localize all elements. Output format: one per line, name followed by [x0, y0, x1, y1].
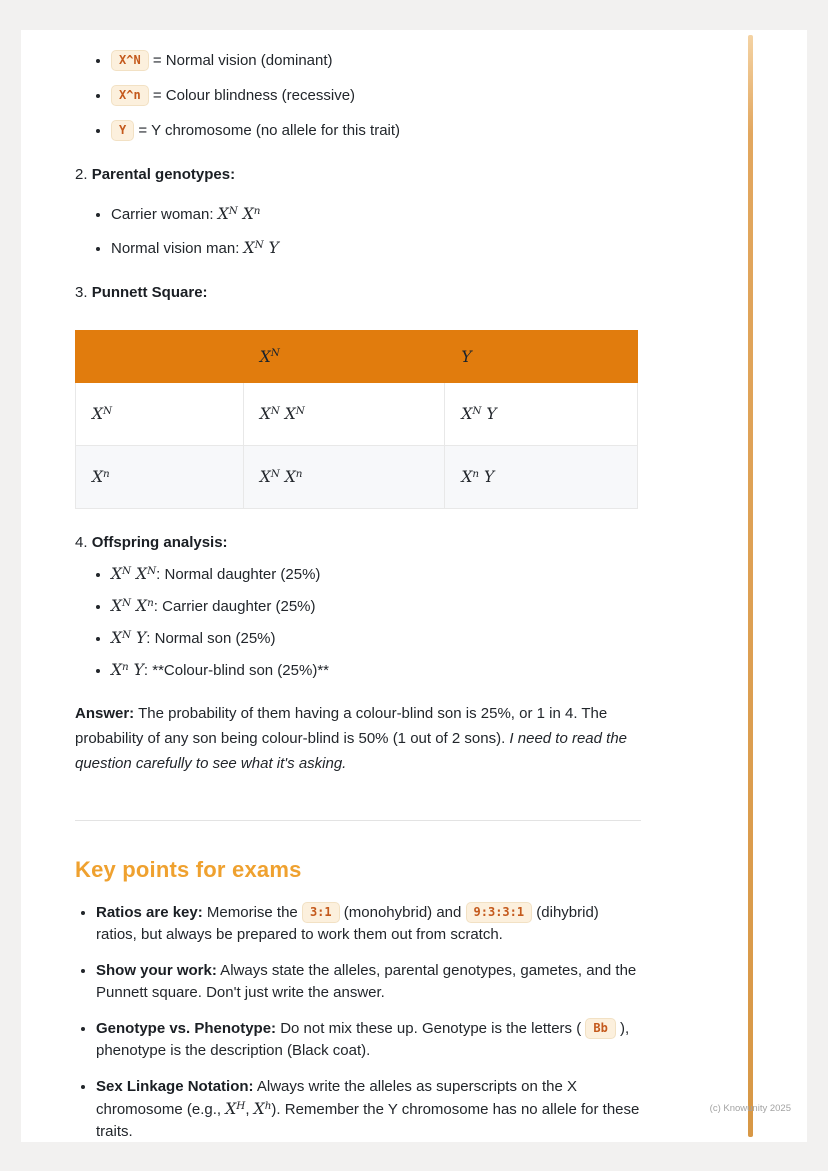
math-expression: $X^N$ Y: [111, 628, 147, 647]
section-number: 2.: [75, 166, 88, 183]
list-item: • $X^N$ Y: Normal son (25%): [111, 627, 641, 650]
answer-paragraph: Answer: The probability of them having a colour-blind son is 25%, or 1 in 4. The probability of any son being colour-blind is 50% (1 out of 2 sons). I need to read the question carefully to see what it's asking.: [75, 705, 628, 772]
list-item: • $X^N$ $X^N$: Normal daughter (25%): [111, 563, 641, 586]
math-expression: $X^N$ $X^n$: [217, 204, 261, 223]
section-title: Offspring analysis:: [91, 534, 228, 551]
inline-code-chip: 9:3:3:1: [466, 902, 533, 923]
inline-code-chip: 3:1: [302, 902, 340, 923]
inline-code-chip: Y: [111, 120, 134, 141]
section-title: Punnett Square:: [91, 284, 208, 301]
table-cell: $X^N$ $X^N$: [243, 383, 445, 446]
math-expression: $X^N$ $X^N$: [111, 564, 157, 583]
list-item-text: = Normal vision (dominant): [152, 52, 333, 69]
section-heading-punnett-square: [75, 282, 641, 304]
list-item: • Show your work: Always state the alleles, parental genotypes, gametes, and the Punnett square. Don't just write the answer.: [96, 960, 641, 1004]
key-points-heading: Key points for exams: [75, 857, 302, 882]
parental-genotypes-list: [75, 203, 641, 260]
bold-text: Show your work:: [96, 962, 217, 979]
inline-code-chip: X^N: [111, 50, 149, 71]
list-item-text: = Y chromosome (no allele for this trait): [138, 122, 401, 139]
table-cell: $X^N$ Y: [445, 383, 638, 446]
table-header-cell: [76, 331, 244, 383]
offspring-analysis-list: [75, 563, 641, 682]
document-page: [21, 30, 807, 1142]
section-heading-offspring-analysis: [75, 532, 641, 554]
table-cell: $X^n$: [76, 446, 244, 509]
punnett-square-table: [75, 330, 638, 509]
inline-code-chip: Bb: [585, 1018, 615, 1039]
page-edge-stripe: [748, 35, 753, 1137]
list-item: • Genotype vs. Phenotype: Do not mix these up. Genotype is the letters ( Bb ), phenotype is the description (Black coat).: [96, 1018, 641, 1062]
section-divider: [75, 820, 641, 821]
list-item: [111, 50, 641, 72]
italic-text: I need to read the question carefully to see what it's asking.: [75, 730, 628, 772]
math-expression: $X^n$ Y: [111, 660, 144, 679]
allele-key-list: [75, 50, 641, 142]
list-item: • Sex Linkage Notation: Always write the alleles as superscripts on the X chromosome (e.g., $X^H$, $X^h$). Remember the Y chromosome has no allele for these traits.: [96, 1076, 641, 1143]
table-header-cell: $X^N$: [243, 331, 445, 383]
table-cell: $X^n$ Y: [445, 446, 638, 509]
math-expression: $X^N$ $X^n$: [111, 596, 154, 615]
key-points-list: [75, 902, 641, 1143]
section-number: 3.: [75, 284, 88, 301]
table-cell: $X^N$ $X^n$: [243, 446, 445, 509]
list-item: • $X^n$ Y: **Colour-blind son (25%)**: [111, 659, 641, 682]
table-row: [76, 446, 638, 509]
section-heading-parental-genotypes: [75, 164, 641, 186]
table-row: [76, 383, 638, 446]
table-cell: $X^N$: [76, 383, 244, 446]
list-item-text: = Colour blindness (recessive): [152, 87, 356, 104]
list-item: • $X^N$ $X^n$: Carrier daughter (25%): [111, 595, 641, 618]
list-item: • Carrier woman: $X^N$ $X^n$: [111, 203, 641, 226]
list-item: [111, 85, 641, 107]
math-expression: $X^H$: [225, 1099, 246, 1118]
section-number: 4.: [75, 534, 88, 551]
bold-text: Genotype vs. Phenotype:: [96, 1020, 277, 1037]
document-content: [75, 50, 641, 1157]
section-title: Parental genotypes:: [91, 166, 236, 183]
footer-credit: (c) Knowunity 2025: [709, 1103, 791, 1114]
list-item: • Ratios are key: Memorise the 3:1 (monohybrid) and 9:3:3:1 (dihybrid) ratios, but always be prepared to work them out from scratch.: [96, 902, 641, 946]
bold-text: Sex Linkage Notation:: [96, 1078, 254, 1095]
math-expression: $X^N$ Y: [243, 238, 279, 257]
list-item: • Normal vision man: $X^N$ Y: [111, 237, 641, 260]
table-header-cell: Y: [445, 331, 638, 383]
table-header-row: [76, 331, 638, 383]
bold-text: Ratios are key:: [96, 904, 203, 921]
inline-code-chip: X^n: [111, 85, 149, 106]
bold-text: Answer:: [75, 705, 135, 722]
math-expression: $X^h$: [253, 1099, 272, 1118]
list-item: [111, 120, 641, 142]
